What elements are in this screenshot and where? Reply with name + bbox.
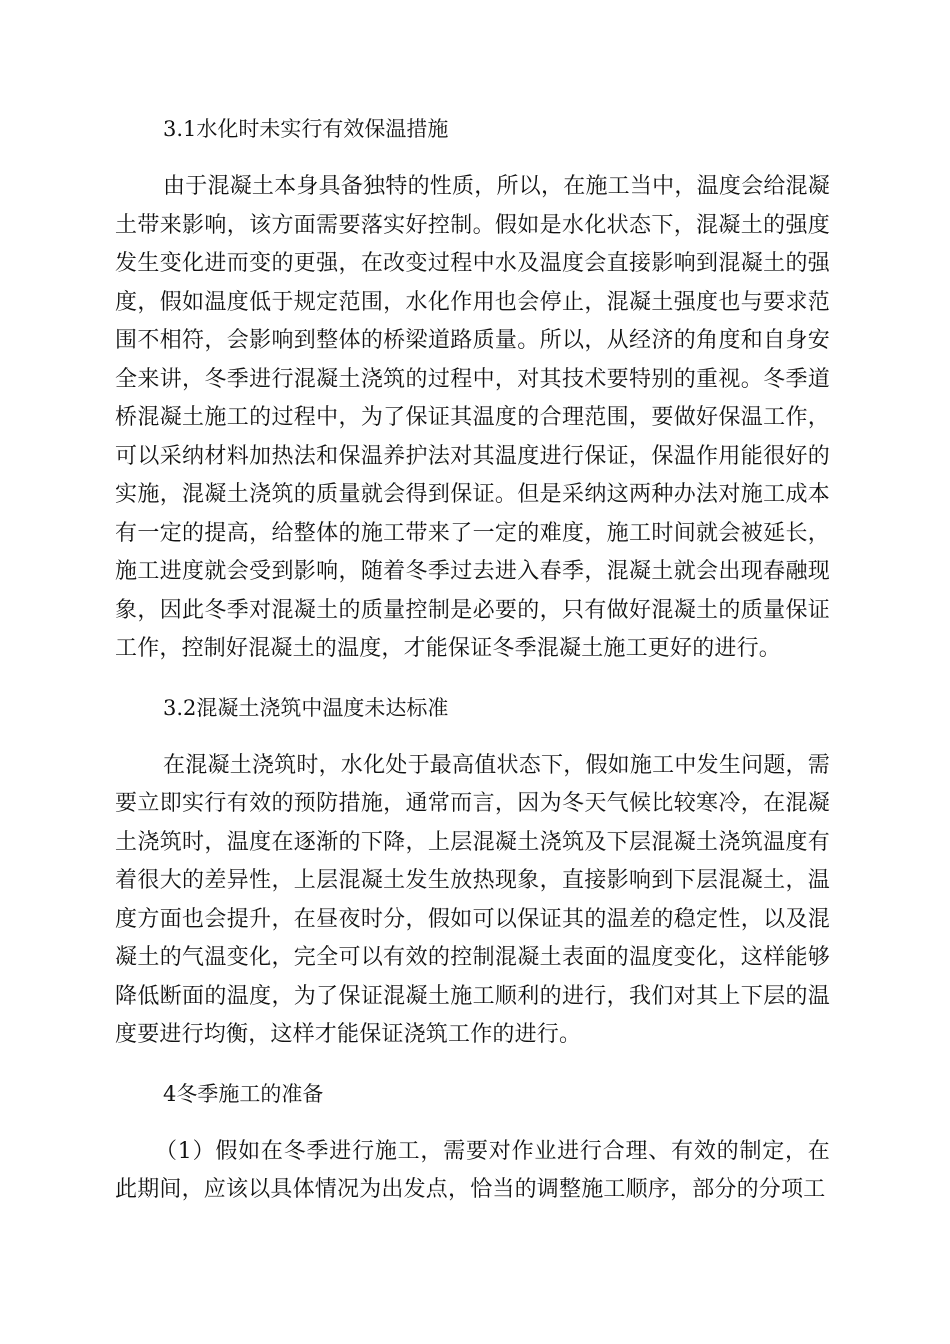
section-paragraph-3-2: 在混凝土浇筑时，水化处于最高值状态下，假如施工中发生问题，需要立即实行有效的预防措施，通常而言，因为冬天气候比较寒冷，在混凝土浇筑时，温度在逐渐的下降，上层混凝土浇筑及下层混凝土浇筑温度有着很大的差异性，上层混凝土发生放热现象，直接影响到下层混凝土，温度方面也会提升，在昼夜时分，假如可以保证其的温差的稳定性，以及混凝土的气温变化，完全可以有效的控制混凝土表面的温度变化，这样能够降低断面的温度，为了保证混凝土施工顺利的进行，我们对其上下层的温度要进行均衡，这样才能保证浇筑工作的进行。	[115, 752, 830, 1047]
section-paragraph-3-1: 由于混凝土本身具备独特的性质，所以，在施工当中，温度会给混凝土带来影响，该方面需要落实好控制。假如是水化状态下，混凝土的强度发生变化进而变的更强，在改变过程中水及温度会直接影响到混凝土的强度，假如温度低于规定范围，水化作用也会停止，混凝土强度也与要求范围不相符，会影响到整体的桥梁道路质量。所以，从经济的角度和自身安全来讲，冬季进行混凝土浇筑的过程中，对其技术要特别的重视。冬季道桥混凝土施工的过程中，为了保证其温度的合理范围，要做好保温工作，可以采纳材料加热法和保温养护法对其温度进行保证，保温作用能很好的实施，混凝土浇筑的质量就会得到保证。但是采纳这两种办法对施工成本有一定的提高，给整体的施工带来了一定的难度，施工时间就会被延长，施工进度就会受到影响，随着冬季过去进入春季，混凝土就会出现春融现象，因此冬季对混凝土的质量控制是必要的，只有做好混凝土的质量保证工作，控制好混凝土的温度，才能保证冬季混凝土施工更好的进行。	[115, 174, 830, 661]
document-body	[115, 110, 830, 1230]
section-heading-3-1: 3.1水化时未实行有效保温措施	[163, 117, 449, 141]
section-heading-4: 4冬季施工的准备	[163, 1081, 324, 1106]
section-paragraph-4-item-1: （1）假如在冬季进行施工，需要对作业进行合理、有效的制定，在此期间，应该以具体情况为出发点，恰当的调整施工顺序，部分的分项工	[115, 1138, 830, 1202]
section-heading-3-2: 3.2混凝土浇筑中温度未达标准	[163, 695, 449, 720]
